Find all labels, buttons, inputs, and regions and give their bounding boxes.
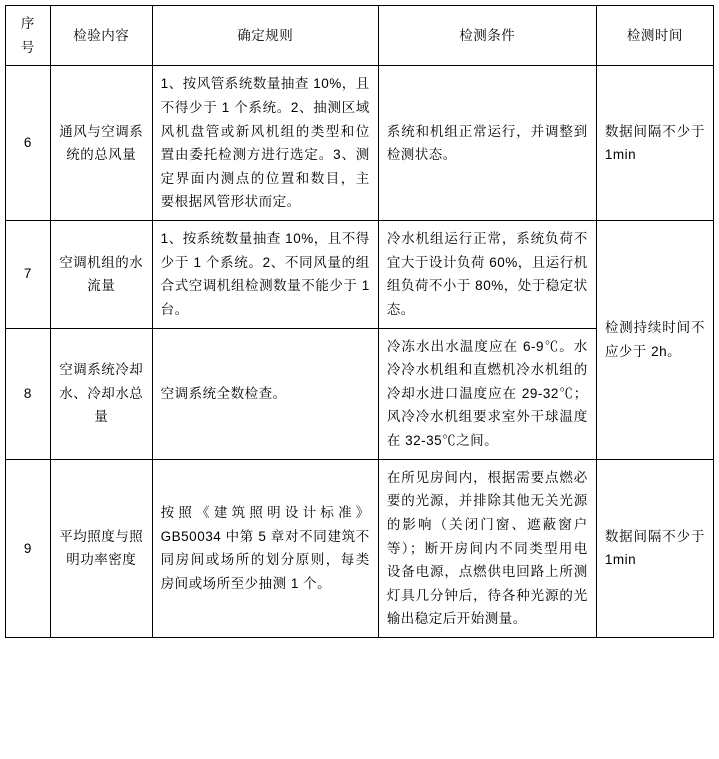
cell-time: 数据间隔不少于 1min [596,66,713,221]
cell-content: 通风与空调系统的总风量 [50,66,152,221]
table-row [6,221,714,329]
cell-no: 7 [6,221,51,329]
table-row [6,66,714,221]
cell-content: 空调系统冷却水、冷却水总量 [50,328,152,459]
column-header-time: 检测时间 [596,6,713,66]
cell-condition: 冷冻水出水温度应在 6-9℃。水冷冷水机组和直燃机冷水机组的冷却水进口温度应在 29-32℃；风冷冷水机组要求室外干球温度在 32-35℃之间。 [378,328,596,459]
cell-condition: 在所见房间内，根据需要点燃必要的光源，并排除其他无关光源的影响（关闭门窗、遮蔽窗户等）；断开房间内不同类型用电设备电源，点燃供电回路上所测灯具几分钟后，待各种光源的光输出稳定后开始测量。 [378,459,596,637]
cell-condition: 系统和机组正常运行，并调整到检测状态。 [378,66,596,221]
cell-condition: 冷水机组运行正常，系统负荷不宜大于设计负荷 60%，且运行机组负荷不小于 80%，处于稳定状态。 [378,221,596,329]
cell-no: 9 [6,459,51,637]
column-header-content: 检验内容 [50,6,152,66]
cell-content: 空调机组的水流量 [50,221,152,329]
column-header-rule: 确定规则 [152,6,378,66]
inspection-table [5,5,714,638]
cell-content: 平均照度与照明功率密度 [50,459,152,637]
cell-no: 8 [6,328,51,459]
column-header-no: 序号 [6,6,51,66]
cell-rule: 按照《建筑照明设计标准》GB50034 中第 5 章对不同建筑不同房间或场所的划分原则，每类房间或场所至少抽测 1 个。 [152,459,378,637]
cell-time: 数据间隔不少于 1min [596,459,713,637]
cell-rule: 1、按系统数量抽查 10%，且不得少于 1 个系统。2、不同风量的组合式空调机组检测数量不能少于 1 台。 [152,221,378,329]
cell-time: 检测持续时间不应少于 2h。 [596,221,713,460]
cell-rule: 1、按风管系统数量抽查 10%，且不得少于 1 个系统。2、抽测区域风机盘管或新风机组的类型和位置由委托检测方进行选定。3、测定界面内测点的位置和数目，主要根据风管形状而定。 [152,66,378,221]
cell-no: 6 [6,66,51,221]
column-header-condition: 检测条件 [378,6,596,66]
cell-rule: 空调系统全数检查。 [152,328,378,459]
table-row [6,459,714,637]
table-header-row [6,6,714,66]
